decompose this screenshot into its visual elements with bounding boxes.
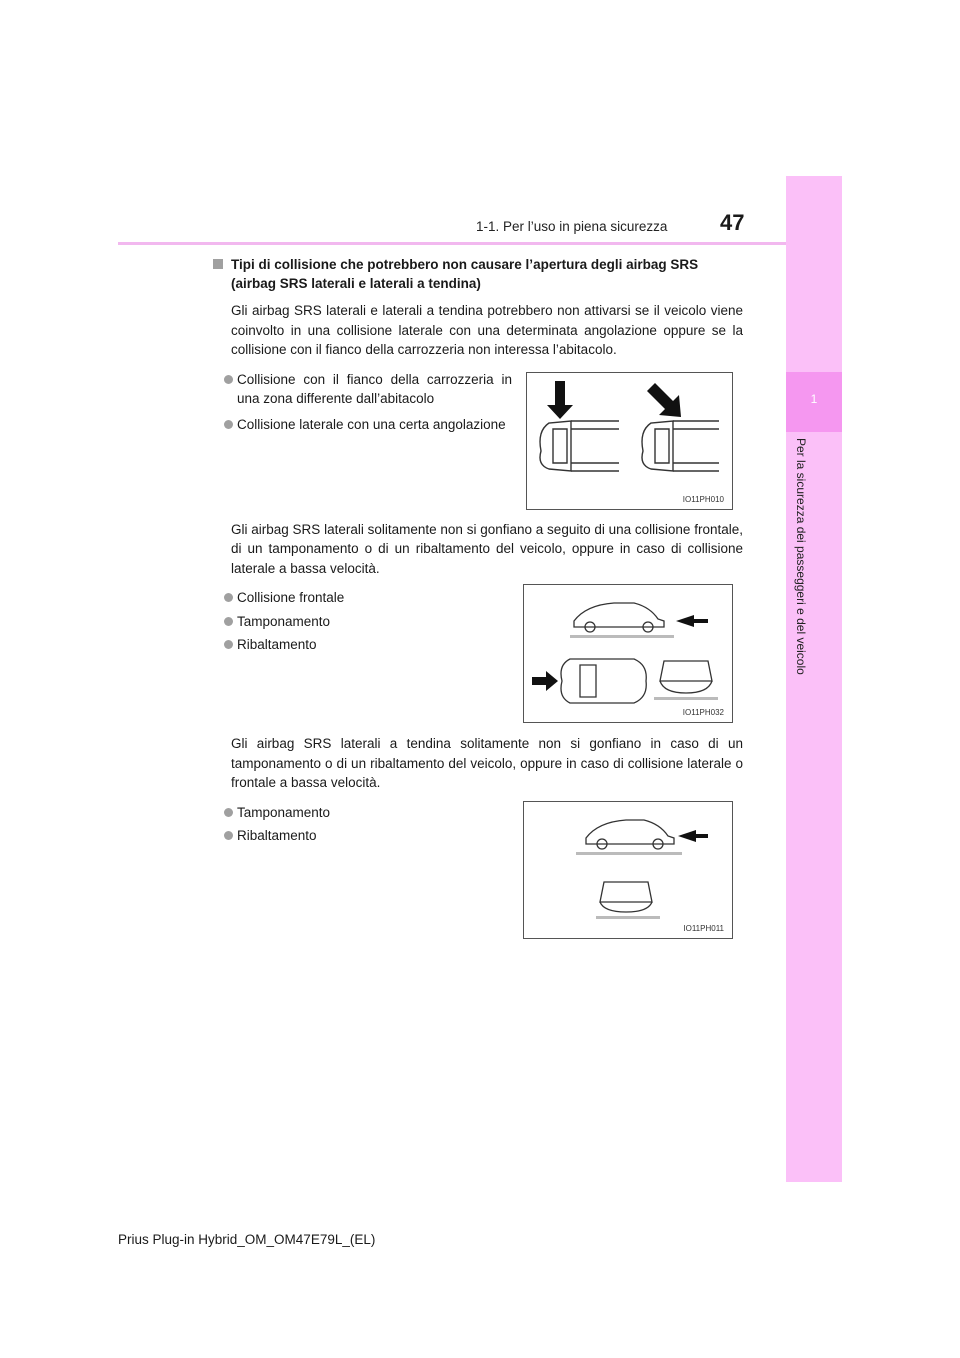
section-heading — [213, 255, 743, 293]
arrow-left-icon — [676, 615, 708, 627]
figure-frontal-rear-rollover — [523, 584, 733, 723]
arrow-left-icon — [678, 830, 708, 842]
arrow-right-icon — [532, 671, 558, 691]
arrow-down-icon — [547, 381, 573, 419]
chapter-number: 1 — [810, 392, 818, 406]
arrow-diagonal-icon — [647, 383, 681, 417]
group-3-bullets — [224, 803, 504, 846]
list-item: Collisione laterale con una certa angolazione — [224, 415, 512, 435]
bullet-dot-icon — [224, 375, 233, 384]
figure-side-collision — [526, 372, 733, 510]
bullet-dot-icon — [224, 617, 233, 626]
bullet-dot-icon — [224, 640, 233, 649]
header-divider — [118, 242, 786, 245]
figure-code: IO11PH010 — [682, 494, 724, 504]
square-bullet-icon — [213, 259, 223, 269]
rear-rollover-illustration — [524, 802, 732, 922]
group-2 — [213, 584, 743, 724]
figure-code: IO11PH032 — [682, 708, 724, 717]
footer-model-code: Prius Plug-in Hybrid_OM_OM47E79L_(EL) — [118, 1232, 376, 1247]
group-3 — [213, 799, 743, 939]
bullet-dot-icon — [224, 808, 233, 817]
group-1 — [213, 370, 743, 510]
intro-paragraph: Gli airbag SRS laterali e laterali a tendina potrebbero non attivarsi se il veicolo viene coinvolto in una collisione laterale con una determinata angolazione oppure se la collisione con il fianco della carrozzeria non interessa l’abitacolo. — [231, 303, 743, 357]
car-top-view-illustration — [527, 373, 732, 493]
group-2-bullets — [224, 588, 504, 655]
chapter-title: Per la sicurezza dei passeggeri e del veicolo — [794, 438, 808, 675]
list-item: Collisione frontale — [224, 588, 504, 608]
list-item: Ribaltamento — [224, 826, 504, 846]
list-item: Tamponamento — [224, 803, 504, 823]
section-heading-line1: Tipi di collisione che potrebbero non causare l’apertura degli airbag SRS — [231, 257, 699, 272]
figure-code: IO11PH011 — [683, 923, 724, 933]
page-number: 47 — [720, 210, 745, 235]
side-tab-strip — [786, 176, 842, 1182]
main-content — [213, 255, 743, 939]
bullet-dot-icon — [224, 831, 233, 840]
group-1-bullets — [224, 370, 512, 435]
figure-rear-rollover — [523, 801, 733, 939]
list-item: Collisione con il fianco della carrozzeria in una zona differente dall’abitacolo — [224, 370, 512, 409]
bullet-dot-icon — [224, 420, 233, 429]
list-item: Tamponamento — [224, 612, 504, 632]
section-heading-line2: (airbag SRS laterali e laterali a tendina) — [231, 276, 481, 291]
bullet-dot-icon — [224, 593, 233, 602]
list-item: Ribaltamento — [224, 635, 504, 655]
paragraph-2: Gli airbag SRS laterali solitamente non si gonfiano a seguito di una collisione frontale, di un tamponamento o di un ribaltamento del veicolo, oppure in caso di collisione laterale a bassa velocità. — [231, 521, 743, 576]
collision-types-illustration — [524, 585, 732, 707]
paragraph-3: Gli airbag SRS laterali a tendina solitamente non si gonfiano in caso di un tamponamento o di un ribaltamento del veicolo, oppure in caso di collisione laterale o frontale a bassa velocità. — [231, 736, 743, 790]
header-section-title: 1-1. Per l’uso in piena sicurezza — [476, 219, 668, 234]
